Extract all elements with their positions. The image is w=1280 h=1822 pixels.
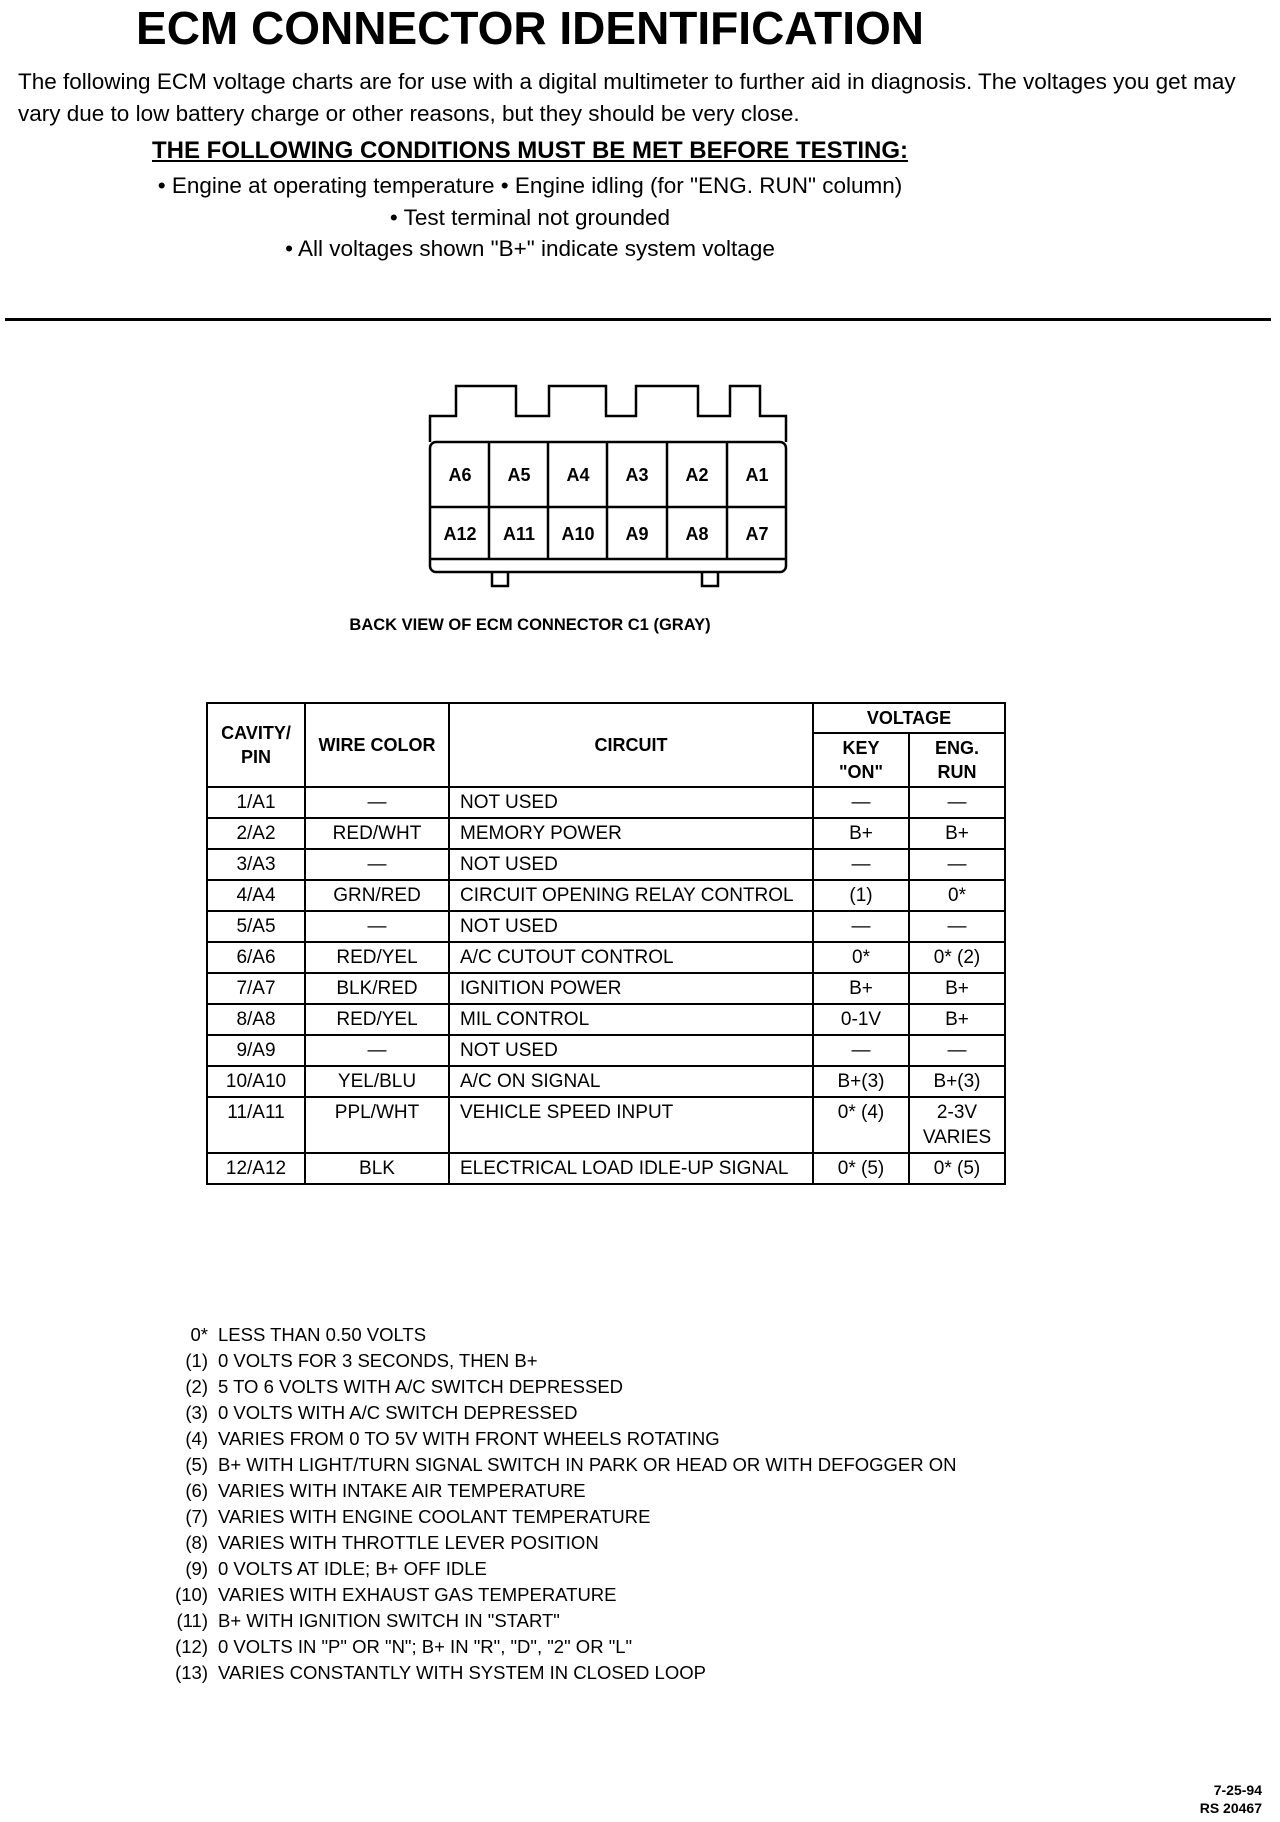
wire-color-cell: — <box>305 787 449 818</box>
wire-color-cell: YEL/BLU <box>305 1066 449 1097</box>
cavity-pin-cell: 11/A11 <box>207 1097 305 1153</box>
footnote-marker: (1) <box>185 1350 208 1371</box>
key-on-voltage-cell: — <box>813 911 909 942</box>
cavity-pin-cell: 4/A4 <box>207 880 305 911</box>
connector-key-right <box>702 572 718 586</box>
header-voltage: VOLTAGE <box>813 703 1005 733</box>
footer-ref: RS 20467 <box>1199 1800 1262 1816</box>
eng-run-voltage-cell: 0* (2) <box>909 942 1005 973</box>
footnote-text: VARIES WITH THROTTLE LEVER POSITION <box>218 1532 599 1553</box>
cavity-pin-cell: 8/A8 <box>207 1004 305 1035</box>
footnote <box>158 1504 957 1530</box>
cavity-pin-cell: 3/A3 <box>207 849 305 880</box>
header-eng-run: ENG. RUN <box>909 733 1005 787</box>
footnote-text: 5 TO 6 VOLTS WITH A/C SWITCH DEPRESSED <box>218 1376 624 1397</box>
footnote-text: VARIES WITH INTAKE AIR TEMPERATURE <box>218 1480 586 1501</box>
footnote-marker: (9) <box>185 1558 208 1579</box>
footer-date: 7-25-94 <box>1213 1782 1262 1798</box>
wire-color-cell: — <box>305 849 449 880</box>
eng-run-voltage-cell: B+(3) <box>909 1066 1005 1097</box>
footnote <box>158 1452 957 1478</box>
footnote-text: 0 VOLTS AT IDLE; B+ OFF IDLE <box>218 1558 487 1579</box>
footnote-text: 0 VOLTS WITH A/C SWITCH DEPRESSED <box>218 1402 578 1423</box>
table-row <box>207 1004 1005 1035</box>
wire-color-cell: BLK/RED <box>305 973 449 1004</box>
footnote-marker: (7) <box>185 1506 208 1527</box>
conditions-heading: THE FOLLOWING CONDITIONS MUST BE MET BEFORE TESTING: <box>152 137 908 164</box>
connector-cell-label: A2 <box>685 465 709 485</box>
footnote <box>158 1400 957 1426</box>
connector-cell-label: A1 <box>745 465 769 485</box>
footnote-marker: 0* <box>190 1324 208 1345</box>
footnote-text: 0 VOLTS FOR 3 SECONDS, THEN B+ <box>218 1350 538 1371</box>
connector-cell-label: A8 <box>685 524 709 544</box>
footnote <box>158 1660 957 1686</box>
footnote <box>158 1608 957 1634</box>
circuit-cell: IGNITION POWER <box>449 973 813 1004</box>
table-row <box>207 1097 1005 1153</box>
wire-color-cell: GRN/RED <box>305 880 449 911</box>
connector-cell-label: A6 <box>448 465 472 485</box>
footnote-text: VARIES FROM 0 TO 5V WITH FRONT WHEELS ROTATING <box>218 1428 720 1449</box>
footnote <box>158 1348 957 1374</box>
footnote-text: VARIES WITH EXHAUST GAS TEMPERATURE <box>218 1584 617 1605</box>
footnote-text: B+ WITH IGNITION SWITCH IN "START" <box>218 1610 560 1631</box>
footnote <box>158 1582 957 1608</box>
condition-item: • Engine at operating temperature • Engine idling (for "ENG. RUN" column) <box>157 173 903 198</box>
footnote <box>158 1374 957 1400</box>
connector-cell-label: A7 <box>745 524 769 544</box>
eng-run-voltage-cell: — <box>909 849 1005 880</box>
eng-run-voltage-cell: — <box>909 911 1005 942</box>
page-title: ECM CONNECTOR IDENTIFICATION <box>136 2 924 54</box>
circuit-cell: NOT USED <box>449 911 813 942</box>
wire-color-cell: RED/YEL <box>305 942 449 973</box>
eng-run-voltage-cell: 0* <box>909 880 1005 911</box>
wire-color-cell: BLK <box>305 1153 449 1184</box>
wire-color-cell: RED/WHT <box>305 818 449 849</box>
connector-cell-label: A12 <box>443 524 477 544</box>
footnote <box>158 1634 957 1660</box>
intro-paragraph: The following ECM voltage charts are for use with a digital multimeter to further aid in diagnosis. The voltages you get may vary due to low battery charge or other reasons, but they should be very close. <box>18 69 1236 126</box>
eng-run-voltage-cell: 0* (5) <box>909 1153 1005 1184</box>
cavity-pin-cell: 12/A12 <box>207 1153 305 1184</box>
wire-color-cell: — <box>305 1035 449 1066</box>
footnote-marker: (5) <box>185 1454 208 1475</box>
voltage-table <box>206 702 1006 1185</box>
circuit-cell: A/C CUTOUT CONTROL <box>449 942 813 973</box>
table-row <box>207 849 1005 880</box>
eng-run-voltage-cell: B+ <box>909 818 1005 849</box>
table-row <box>207 880 1005 911</box>
connector-housing-outline <box>430 386 786 442</box>
footnote-marker: (4) <box>185 1428 208 1449</box>
cavity-pin-cell: 7/A7 <box>207 973 305 1004</box>
circuit-cell: NOT USED <box>449 849 813 880</box>
divider <box>5 318 1271 321</box>
footnotes <box>158 1322 957 1686</box>
footnote-text: 0 VOLTS IN "P" OR "N"; B+ IN "R", "D", "2" OR "L" <box>218 1636 633 1657</box>
connector-cell-label: A4 <box>566 465 590 485</box>
circuit-cell: MIL CONTROL <box>449 1004 813 1035</box>
key-on-voltage-cell: — <box>813 849 909 880</box>
circuit-cell: A/C ON SIGNAL <box>449 1066 813 1097</box>
eng-run-voltage-cell: B+ <box>909 1004 1005 1035</box>
table-row <box>207 942 1005 973</box>
cavity-pin-cell: 6/A6 <box>207 942 305 973</box>
circuit-cell: CIRCUIT OPENING RELAY CONTROL <box>449 880 813 911</box>
key-on-voltage-cell: 0* (5) <box>813 1153 909 1184</box>
footnote-marker: (8) <box>185 1532 208 1553</box>
cavity-pin-cell: 10/A10 <box>207 1066 305 1097</box>
table-row <box>207 1035 1005 1066</box>
cavity-pin-cell: 1/A1 <box>207 787 305 818</box>
header-wire-color: WIRE COLOR <box>305 703 449 787</box>
table-row <box>207 1153 1005 1184</box>
footnote-text: VARIES WITH ENGINE COOLANT TEMPERATURE <box>218 1506 651 1527</box>
footnote-marker: (2) <box>185 1376 208 1397</box>
key-on-voltage-cell: (1) <box>813 880 909 911</box>
connector-cell-label: A9 <box>625 524 649 544</box>
circuit-cell: VEHICLE SPEED INPUT <box>449 1097 813 1153</box>
wire-color-cell: PPL/WHT <box>305 1097 449 1153</box>
condition-item: • All voltages shown "B+" indicate system voltage <box>285 236 775 261</box>
cavity-pin-cell: 2/A2 <box>207 818 305 849</box>
connector-caption: BACK VIEW OF ECM CONNECTOR C1 (GRAY) <box>349 616 711 634</box>
key-on-voltage-cell: — <box>813 1035 909 1066</box>
footnote-marker: (6) <box>185 1480 208 1501</box>
footnote-marker: (12) <box>175 1636 208 1657</box>
footnote <box>158 1478 957 1504</box>
wire-color-cell: — <box>305 911 449 942</box>
footnote-marker: (13) <box>175 1662 208 1683</box>
conditions-list <box>0 170 1060 265</box>
header-circuit: CIRCUIT <box>449 703 813 787</box>
circuit-cell: NOT USED <box>449 1035 813 1066</box>
footnote-marker: (11) <box>176 1610 208 1631</box>
footnote-text: VARIES CONSTANTLY WITH SYSTEM IN CLOSED LOOP <box>218 1662 706 1683</box>
connector-cell-label: A5 <box>507 465 531 485</box>
footnote-text: B+ WITH LIGHT/TURN SIGNAL SWITCH IN PARK OR HEAD OR WITH DEFOGGER ON <box>218 1454 957 1475</box>
eng-run-voltage-cell: — <box>909 1035 1005 1066</box>
footnote-marker: (10) <box>175 1584 208 1605</box>
key-on-voltage-cell: B+ <box>813 973 909 1004</box>
footnote <box>158 1530 957 1556</box>
cavity-pin-cell: 5/A5 <box>207 911 305 942</box>
connector-cell-label: A10 <box>561 524 595 544</box>
header-cavity: CAVITY/ PIN <box>207 703 305 787</box>
connector-cell-label: A11 <box>502 524 536 544</box>
condition-item: • Test terminal not grounded <box>389 204 671 230</box>
table-row <box>207 911 1005 942</box>
circuit-cell: NOT USED <box>449 787 813 818</box>
footnote <box>158 1426 957 1452</box>
table-row <box>207 787 1005 818</box>
key-on-voltage-cell: 0* (4) <box>813 1097 909 1153</box>
table-row <box>207 973 1005 1004</box>
footnote-marker: (3) <box>185 1402 208 1423</box>
key-on-voltage-cell: 0-1V <box>813 1004 909 1035</box>
circuit-cell: ELECTRICAL LOAD IDLE-UP SIGNAL <box>449 1153 813 1184</box>
footnote-text: LESS THAN 0.50 VOLTS <box>218 1324 427 1345</box>
cavity-pin-cell: 9/A9 <box>207 1035 305 1066</box>
connector-key-left <box>492 572 508 586</box>
header-key-on: KEY "ON" <box>813 733 909 787</box>
footnote <box>158 1556 957 1582</box>
key-on-voltage-cell: 0* <box>813 942 909 973</box>
footnote <box>158 1322 957 1348</box>
table-row <box>207 818 1005 849</box>
connector-cell-label: A3 <box>625 465 649 485</box>
eng-run-voltage-cell: — <box>909 787 1005 818</box>
table-row <box>207 1066 1005 1097</box>
circuit-cell: MEMORY POWER <box>449 818 813 849</box>
key-on-voltage-cell: — <box>813 787 909 818</box>
eng-run-voltage-cell: B+ <box>909 973 1005 1004</box>
eng-run-voltage-cell: 2-3V VARIES <box>909 1097 1005 1153</box>
connector-diagram <box>424 380 790 592</box>
key-on-voltage-cell: B+ <box>813 818 909 849</box>
wire-color-cell: RED/YEL <box>305 1004 449 1035</box>
key-on-voltage-cell: B+(3) <box>813 1066 909 1097</box>
